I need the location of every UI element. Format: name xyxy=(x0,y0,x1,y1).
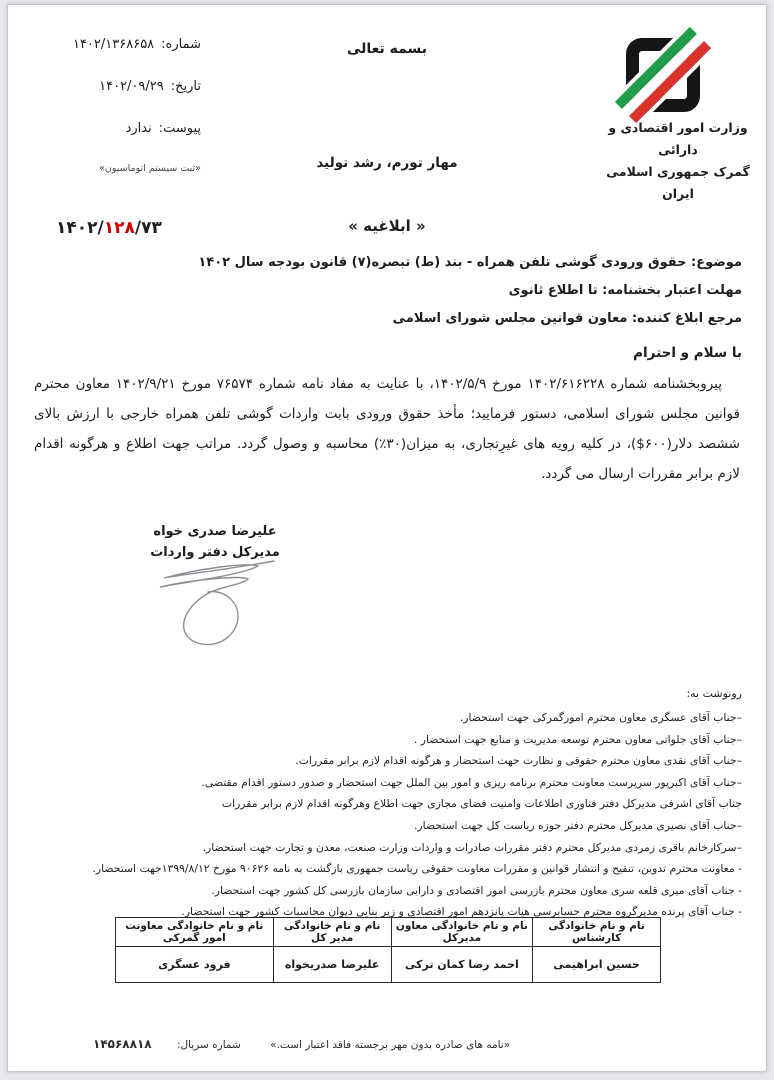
signatory-title: مدیرکل دفتر واردات xyxy=(150,545,280,560)
header-deputy-dg-name: نام و نام خانوادگی معاون مدیرکل xyxy=(391,918,533,947)
serial-number-value: ۱۴۵۶۸۸۱۸ xyxy=(93,1037,152,1051)
header-dg-name: نام و نام خانوادگی مدیر کل xyxy=(273,918,391,947)
authority-line: مرجع ابلاغ کننده: معاون قوانین مجلس شورای اسلامی xyxy=(392,311,742,326)
letter-date-value: ۱۴۰۲/۰۹/۲۹ xyxy=(99,79,164,94)
value-expert-name: حسین ابراهیمی xyxy=(533,947,661,983)
salutation-text: با سلام و احترام xyxy=(633,345,742,361)
notice-ref-number xyxy=(56,218,162,238)
customs-logo xyxy=(623,35,703,115)
cc-section xyxy=(92,687,742,923)
table-header-row xyxy=(116,918,661,947)
ministry-name: وزارت امور اقتصادی و دارائی xyxy=(608,120,748,157)
letter-attachment-value: ندارد xyxy=(125,121,152,136)
letter-attachment-label: پیوست: xyxy=(158,121,201,136)
letter-page xyxy=(7,4,767,1072)
header-expert-name: نام و نام خانوادگی کارشناس xyxy=(533,918,661,947)
subject-line: موضوع: حقوق ورودی گوشی تلفن همراه - بند (ط) تبصره(۷) قانون بودجه سال ۱۴۰۲ xyxy=(198,255,742,270)
letter-date-label: تاریخ: xyxy=(170,79,201,94)
value-customs-deputy-name: فرود عسگری xyxy=(116,947,274,983)
value-dg-name: علیرضا صدریخواه xyxy=(273,947,391,983)
letter-number-label: شماره: xyxy=(161,37,201,52)
signatory-name: علیرضا صدری خواه xyxy=(153,524,277,539)
cc-item: - جناب آقای میری قلعه سری معاون محترم بازرسی امور اقتصادی و دارایی سازمان بازرسی کل کشور جهت استحضار. xyxy=(211,883,742,897)
cc-item: –جناب آقای عسگری معاون محترم امورگمرکی جهت استحضار. xyxy=(459,711,742,724)
ref-year: ۱۴۰۲/ xyxy=(56,218,104,238)
cc-item: –جناب آقای جلواتی معاون محترم توسعه مدیریت و منابع جهت استحضار . xyxy=(413,732,742,746)
cc-item: - معاونت محترم تدوین، تنقیح و انتشار قوانین و مقررات معاونت حقوقی ریاست جمهوری بازگشت به نامه ۹۰۶۲۶ مورخ ۱۳۹۹/۸/۱۲جهت استحضار. xyxy=(92,862,742,876)
header-customs-deputy-name: نام و نام خانوادگی معاونت امور گمرکی xyxy=(116,918,274,947)
ministry-block xyxy=(594,117,762,205)
letter-attachment-row xyxy=(43,121,201,136)
ref-middle-red: ۱۲۸ xyxy=(103,218,135,238)
cc-item: - جناب آقای پرنده مدیرگروه محترم حسابرسی هیات پانزدهم امور اقتصادی و زیر بنایی دیوان محاسبات کشور جهت استحضار. xyxy=(181,905,742,919)
letter-number-value: ۱۴۰۲/۱۳۶۸۶۵۸ xyxy=(72,37,155,52)
serial-number-label: شماره سریال: xyxy=(176,1039,241,1051)
value-deputy-dg-name: احمد رضا کمان ترکی xyxy=(391,947,533,983)
cc-item: جناب آقای اشرفی مدیرکل دفتر فناوری اطلاعات وامنیت فضای مجازی جهت اطلاع وهرگونه اقدام لازم برابر مقررات xyxy=(221,797,742,811)
automation-note: «ثبت سیستم اتوماسیون» xyxy=(99,163,201,174)
signatories-table xyxy=(115,917,661,983)
customs-org-name: گمرک جمهوری اسلامی ایران xyxy=(606,164,750,201)
footer-serial-line xyxy=(93,1037,510,1051)
no-seal-disclaimer: «نامه های صادره بدون مهر برجسته فاقد اعتبار است.» xyxy=(270,1039,511,1051)
letter-date-row xyxy=(43,79,201,94)
table-value-row xyxy=(116,947,661,983)
validity-line: مهلت اعتبار بخشنامه: تا اطلاع ثانوی xyxy=(508,283,742,298)
letter-body-paragraph: پیروبخشنامه شماره ۱۴۰۲/۶۱۶۲۲۸ مورخ ۱۴۰۲/۵/۹، با عنایت به مفاد نامه شماره ۷۶۵۷۴ مورخ ۱۴۰۲/۹/۲۱ معاون محترم قوانین مجلس شورای اسلامی، دستور فرمایید؛ مأخذ حقوق ورودی بابت واردات گوشی تلفن همراه خارجی با ارزش بالای ششصد دلار(۶۰۰$)، در کلیه رویه های غیرِتجاری، به میزان(۳۰٪) محاسبه و وصول گردد. مراتب جهت اطلاع و هرگونه اقدام لازم برابر مقررات ارسال می گردد. xyxy=(34,376,740,482)
subject-block xyxy=(198,249,742,333)
cc-item: –سرکارخانم باقری زمردی مدیرکل محترم دفتر مقررات صادرات و واردات وزارت صنعت، معدن و تجارت جهت استحضار. xyxy=(202,840,742,854)
cc-item: –جناب آقای اکبرپور سرپرست معاونت محترم برنامه ریزی و امور بین الملل جهت استحضار و صدور دستور اقدام مقتضی. xyxy=(201,775,742,789)
year-slogan-text: مهار تورم، رشد تولید xyxy=(316,155,458,171)
ref-suffix: /۷۳ xyxy=(134,218,162,238)
notice-title: « ابلاغیه » xyxy=(348,217,426,235)
cc-label: رونوشت به: xyxy=(686,687,742,700)
cc-item: –جناب آقای نقدی معاون محترم حقوقی و نظارت جهت استحضار و هرگونه اقدام لازم برابر مقررات. xyxy=(295,754,742,768)
besmellah-text: بسمه تعالی xyxy=(346,41,428,57)
letter-meta-block xyxy=(43,37,201,174)
cc-item: –جناب آقای نصیری مدیرکل محترم دفتر حوزه ریاست کل جهت استحضار. xyxy=(413,818,742,832)
handwritten-signature xyxy=(146,553,296,658)
